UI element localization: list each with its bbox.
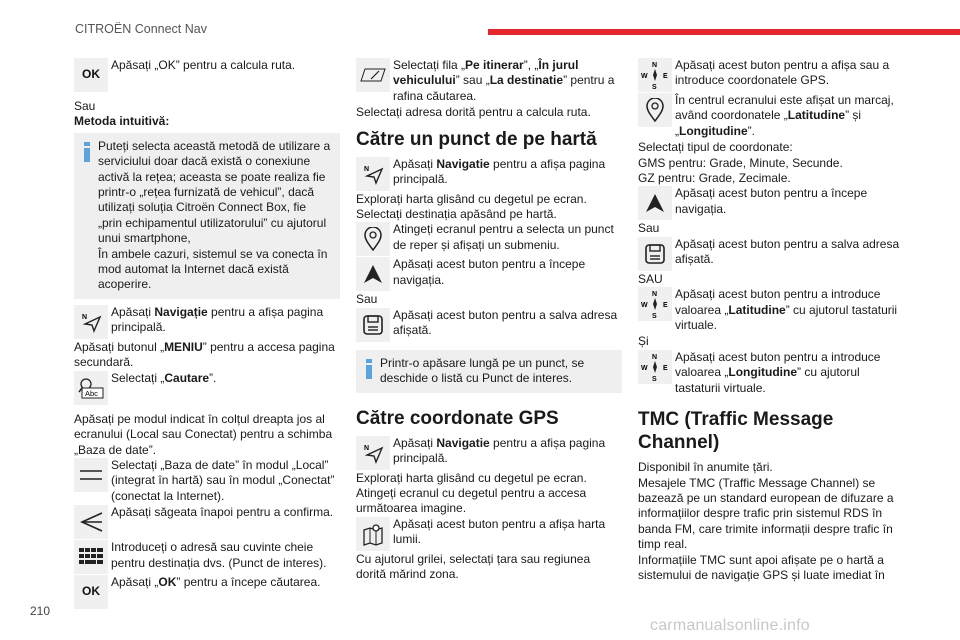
- instruction-longitude: N S W E Apăsați acest buton pentru a introduce valoarea „Longitudine” cu ajutorul tastaturii virtuale.: [638, 350, 904, 396]
- header-title: CITROËN Connect Nav: [75, 22, 207, 36]
- svg-text:N: N: [652, 291, 658, 299]
- info-box: [74, 133, 340, 299]
- instruction-latitude: N S W E Apăsați acest buton pentru a introduce valoarea „Latitudine” cu ajutorul tastaturii virtuale.: [638, 287, 904, 333]
- info-box: [356, 350, 622, 393]
- svg-text:S: S: [652, 84, 657, 90]
- ok-icon: OK: [74, 575, 108, 609]
- info-icon: [366, 359, 372, 379]
- text-sau: Sau: [638, 221, 660, 236]
- instruction-corner: Apăsați pe modul indicat în colțul dreapta jos al ecranului (Local sau Conectat) pentru a schimba „Baza de date”.: [74, 411, 333, 457]
- instruction-ok-route: [74, 58, 340, 92]
- instruction-world-map: Apăsați acest buton pentru a afișa harta lumii.: [356, 517, 622, 551]
- instruction-touch: Atingeți ecranul pentru a selecta un punct de reper și afișați un submeniu.: [356, 222, 622, 256]
- text-si: Și: [638, 334, 649, 349]
- header-accent-bar: [488, 29, 960, 35]
- text-select-address: Selectați adresa dorită pentru a calcula ruta.: [356, 105, 591, 120]
- instruction-navigation: N Apăsați Navigație pentru a afișa pagina principală.: [74, 305, 340, 339]
- svg-text:W: W: [641, 364, 648, 372]
- instruction-navigation-2: N Apăsați Navigatie pentru a afișa pagina principală.: [356, 157, 622, 191]
- text-explore: Explorați harta glisând cu degetul pe ecran.: [356, 191, 587, 206]
- svg-text:N: N: [652, 62, 658, 69]
- instruction-cautare: Abc Selectați „Cautare”.: [74, 371, 340, 405]
- heading-gps: Către coordonate GPS: [356, 407, 559, 429]
- text-tmc-body-2: Informațiile TMC sunt apoi afișate pe o hartă a sistemului de navigație GPS și luate imediat în: [638, 552, 885, 582]
- text-grid: Cu ajutorul grilei, selectați țara sau regiunea dorită mărind zona.: [356, 551, 591, 582]
- world-map-icon: [356, 517, 390, 551]
- text-available: Disponibil în anumite țări.: [638, 460, 773, 475]
- navigation-arrow-icon: [356, 157, 390, 191]
- navigation-arrow-icon: [74, 305, 108, 339]
- compass-icon: [638, 350, 672, 384]
- info-text-2: În ambele cazuri, sistemul se va conecta în mod automat la Internet dacă există acoperire.: [98, 246, 328, 292]
- svg-text:N: N: [82, 313, 88, 321]
- keyboard-icon: [74, 540, 108, 574]
- text-select-destination: Selectați destinația apăsând pe hartă.: [356, 207, 557, 222]
- svg-text:E: E: [663, 364, 668, 372]
- instruction-start-nav: Apăsați acest buton pentru a începe navigația.: [356, 257, 622, 291]
- column-1: [74, 58, 340, 610]
- svg-text:Abc: Abc: [85, 388, 98, 398]
- navigation-arrow-icon: [356, 436, 390, 470]
- instruction-save: Apăsați acest buton pentru a salva adresa afișată.: [638, 237, 904, 271]
- text-explore: Explorați harta glisând cu degetul pe ecran.: [356, 470, 587, 485]
- instruction-baza: Selectați „Baza de date” în modul „Local” (integrat în hartă) sau în modul „Conectat” (conectat la Internet).: [74, 458, 340, 504]
- svg-text:S: S: [652, 313, 657, 320]
- info-icon: [84, 142, 90, 162]
- text-touch-next: Atingeți ecranul cu degetul pentru a accesa următoarea imagine.: [356, 486, 587, 516]
- svg-text:S: S: [652, 375, 657, 382]
- method-heading: Metoda intuitivă:: [74, 114, 170, 129]
- instruction-text: Apăsați „OK” pentru a calcula ruta.: [111, 58, 296, 72]
- info-text: Printr-o apăsare lungă pe un punct, se deschide o listă cu Punct de interes.: [380, 355, 585, 386]
- back-arrow-icon: [74, 505, 108, 539]
- instruction-navigation-3: N Apăsați Navigatie pentru a afișa pagina principală.: [356, 436, 622, 470]
- location-pin-icon: [356, 222, 390, 256]
- database-icon: [74, 458, 108, 492]
- text-sau: Sau: [74, 99, 96, 113]
- abc-search-icon: [74, 371, 108, 405]
- text-tmc-body: Mesajele TMC (Traffic Message Channel) se bazează pe un standard european de difuzare a informațiilor despre trafic prin sistemul RDS în banda FM, care trimite informații despre trafic în timp real.: [638, 475, 894, 552]
- instruction-start-nav: Apăsați acest buton pentru a începe navigația.: [638, 186, 904, 220]
- heading-map-point: Către un punct de pe hartă: [356, 128, 597, 150]
- page-number: 210: [30, 604, 51, 618]
- text-sau: SAU: [638, 271, 663, 286]
- instruction-save: Apăsați acest buton pentru a salva adresa afișată.: [356, 308, 622, 342]
- watermark: carmanualsonline.info: [650, 617, 810, 634]
- info-text: Puteți selecta această metodă de utilizare a serviciului doar dacă există o conexiune activă la rețea; aceasta se poate realiza fie printr-o „rețea furnizată de vehicul”, dacă utilizați soluția Citroën Connect Box, fie „prin echipamentul utilizatorului” cu ajutorul unui smartphone,: [98, 138, 331, 246]
- instruction-ok-search: OK Apăsați „OK” pentru a începe căutarea.: [74, 575, 340, 609]
- start-navigation-icon: [638, 186, 672, 220]
- text-coord-type: Selectați tipul de coordonate:: [638, 140, 793, 155]
- instruction-show-coords: N S W E Apăsați acest buton pentru a afișa sau a introduce coordonatele GPS.: [638, 58, 904, 92]
- location-pin-icon: [638, 93, 672, 127]
- svg-text:N: N: [364, 444, 370, 452]
- compass-icon: [638, 287, 672, 321]
- svg-text:N: N: [652, 353, 658, 361]
- svg-text:E: E: [663, 302, 668, 310]
- svg-text:W: W: [641, 73, 648, 80]
- instruction-intro: Introduceți o adresă sau cuvinte cheie pentru destinația dvs. (Punct de interes).: [74, 540, 340, 574]
- itinerary-icon: [356, 58, 390, 92]
- instruction-fila: Selectați fila „Pe itinerar”, „În jurul vehiculului” sau „La destinatie” pentru a rafina căutarea.: [356, 58, 622, 104]
- save-icon: [356, 308, 390, 342]
- compass-icon: [638, 58, 672, 92]
- instruction-meniu: Apăsați butonul „MENIU” pentru a accesa pagina secundară.: [74, 339, 335, 370]
- text-gz: GZ pentru: Grade, Zecimale.: [638, 171, 791, 186]
- instruction-back: Apăsați săgeata înapoi pentru a confirma.: [74, 505, 340, 539]
- svg-text:N: N: [364, 165, 370, 173]
- svg-text:W: W: [641, 302, 648, 310]
- instruction-marker: În centrul ecranului este afișat un marcaj, având coordonatele „Latitudine” și „Longitudine”.: [638, 93, 904, 139]
- text-sau: Sau: [356, 292, 378, 307]
- save-icon: [638, 237, 672, 271]
- ok-icon: OK: [74, 58, 108, 92]
- column-3: [638, 58, 904, 583]
- column-2: [356, 58, 622, 583]
- start-navigation-icon: [356, 257, 390, 291]
- svg-text:E: E: [663, 73, 668, 80]
- heading-tmc: TMC (Traffic Message Channel): [638, 409, 834, 454]
- text-gms: GMS pentru: Grade, Minute, Secunde.: [638, 155, 843, 170]
